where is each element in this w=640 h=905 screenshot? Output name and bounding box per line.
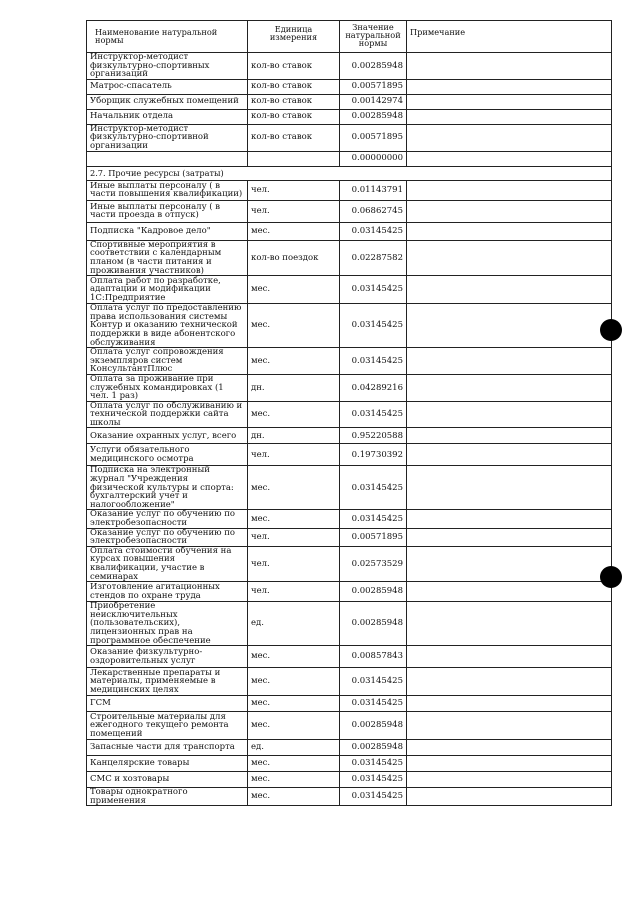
cell-value: 0.03145425 (340, 466, 407, 510)
cell-unit: кол-во ставок (248, 124, 340, 151)
table-row (87, 428, 612, 444)
norms-table-body (87, 21, 612, 806)
table-row (87, 124, 612, 151)
table-row (87, 240, 612, 275)
cell-name: Лекарственные препараты и материалы, применяемые в медицинских целях (87, 668, 248, 696)
cell-unit: ед. (248, 740, 340, 756)
cell-value: 0.03145425 (340, 696, 407, 712)
cell-name: Оказание услуг по обучению по электробезопасности (87, 528, 248, 546)
cell-unit: мес. (248, 668, 340, 696)
table-row (87, 200, 612, 222)
cell-note (407, 304, 612, 348)
cell-value: 0.04289216 (340, 374, 407, 401)
table-row (87, 53, 612, 80)
cell-unit: кол-во ставок (248, 94, 340, 109)
table-row (87, 109, 612, 124)
table-row (87, 546, 612, 581)
cell-unit: кол-во ставок (248, 53, 340, 80)
cell-unit: мес. (248, 788, 340, 806)
cell-unit: мес. (248, 222, 340, 240)
cell-value: 0.00285948 (340, 53, 407, 80)
table-row (87, 756, 612, 772)
cell-note (407, 276, 612, 304)
cell-note (407, 602, 612, 646)
cell-unit: дн. (248, 374, 340, 401)
cell-unit: мес. (248, 276, 340, 304)
cell-note (407, 466, 612, 510)
cell-name: Матрос-спасатель (87, 79, 248, 94)
cell-name: Строительные материалы для ежегодного текущего ремонта помещений (87, 712, 248, 740)
cell-value: 0.00285948 (340, 109, 407, 124)
cell-name: Подписка "Кадровое дело" (87, 222, 248, 240)
cell-note (407, 240, 612, 275)
cell-name: Уборщик служебных помещений (87, 94, 248, 109)
table-row (87, 79, 612, 94)
table-row (87, 668, 612, 696)
table-row (87, 304, 612, 348)
cell-name: Иные выплаты персоналу ( в части проезда в отпуск) (87, 200, 248, 222)
cell-note (407, 124, 612, 151)
section-row (87, 166, 612, 180)
cell-unit: чел. (248, 200, 340, 222)
cell-value: 0.06862745 (340, 200, 407, 222)
cell-name: Оплата услуг сопровождения экземпляров систем КонсультантПлюс (87, 348, 248, 375)
cell-name: Оказание физкультурно-оздоровительных услуг (87, 646, 248, 668)
cell-value: 0.00285948 (340, 740, 407, 756)
cell-name: Инструктор-методист физкультурно-спортивных организаций (87, 53, 248, 80)
cell-unit: мес. (248, 696, 340, 712)
cell-unit: мес. (248, 756, 340, 772)
cell-unit: дн. (248, 428, 340, 444)
cell-note (407, 200, 612, 222)
cell-value: 0.19730392 (340, 444, 407, 466)
cell-name: Подписка на электронный журнал "Учреждения физической культуры и спорта: бухгалтерский учет и налогообложение" (87, 466, 248, 510)
cell-unit: мес. (248, 466, 340, 510)
cell-note (407, 528, 612, 546)
table-row (87, 276, 612, 304)
cell-name: Начальник отдела (87, 109, 248, 124)
header-unit: Единица измерения (248, 21, 340, 53)
cell-note (407, 109, 612, 124)
cell-note (407, 444, 612, 466)
table-row (87, 712, 612, 740)
cell-name: Оплата услуг по предоставлению права использования системы Контур и оказанию технической поддержки в виде абонентского обслуживания (87, 304, 248, 348)
cell-value: 0.03145425 (340, 348, 407, 375)
cell-value: 0.00285948 (340, 582, 407, 602)
table-row (87, 94, 612, 109)
cell-note (407, 510, 612, 528)
table-row (87, 401, 612, 428)
cell-unit: чел. (248, 528, 340, 546)
cell-value: 0.01143791 (340, 180, 407, 200)
cell-name: Оплата стоимости обучения на курсах повышения квалификации, участие в семинарах (87, 546, 248, 581)
cell-name: Оплата за проживание при служебных командировках (1 чел. 1 раз) (87, 374, 248, 401)
cell-unit: мес. (248, 712, 340, 740)
cell-note (407, 756, 612, 772)
cell-name: Иные выплаты персоналу ( в части повышения квалификации) (87, 180, 248, 200)
cell-value: 0.00571895 (340, 79, 407, 94)
cell-name: Изготовление агитационных стендов по охране труда (87, 582, 248, 602)
cell-note (407, 712, 612, 740)
cell-value: 0.03145425 (340, 668, 407, 696)
header-note: Примечание (407, 21, 612, 53)
cell-name: Оказание охранных услуг, всего (87, 428, 248, 444)
cell-value: 0.00000000 (340, 151, 407, 166)
table-row (87, 740, 612, 756)
table-row (87, 180, 612, 200)
cell-unit: кол-во поездок (248, 240, 340, 275)
cell-value: 0.00285948 (340, 712, 407, 740)
cell-note (407, 79, 612, 94)
cell-value: 0.00857843 (340, 646, 407, 668)
cell-name: Инструктор-методист физкультурно-спортивной организации (87, 124, 248, 151)
cell-value: 0.02573529 (340, 546, 407, 581)
cell-value: 0.03145425 (340, 222, 407, 240)
cell-name: СМС и хозтовары (87, 772, 248, 788)
cell-note (407, 772, 612, 788)
cell-note (407, 668, 612, 696)
table-row (87, 510, 612, 528)
cell-unit: кол-во ставок (248, 109, 340, 124)
table-row (87, 646, 612, 668)
cell-note (407, 53, 612, 80)
cell-value: 0.00142974 (340, 94, 407, 109)
cell-note (407, 428, 612, 444)
cell-note (407, 696, 612, 712)
section-title: 2.7. Прочие ресурсы (затраты) (87, 166, 612, 180)
cell-note (407, 222, 612, 240)
cell-note (407, 740, 612, 756)
natural-norms-table (86, 20, 612, 806)
cell-unit (248, 151, 340, 166)
cell-value: 0.02287582 (340, 240, 407, 275)
cell-unit: чел. (248, 444, 340, 466)
cell-unit: чел. (248, 546, 340, 581)
cell-note (407, 646, 612, 668)
cell-value: 0.03145425 (340, 772, 407, 788)
cell-note (407, 546, 612, 581)
cell-unit: мес. (248, 348, 340, 375)
punch-hole-mark (600, 566, 622, 588)
table-row (87, 772, 612, 788)
cell-unit: мес. (248, 772, 340, 788)
cell-note (407, 788, 612, 806)
cell-note (407, 582, 612, 602)
table-row (87, 582, 612, 602)
cell-name: Запасные части для транспорта (87, 740, 248, 756)
cell-value: 0.03145425 (340, 304, 407, 348)
table-row (87, 444, 612, 466)
cell-unit: мес. (248, 304, 340, 348)
cell-name (87, 151, 248, 166)
table-row (87, 696, 612, 712)
cell-note (407, 180, 612, 200)
cell-value: 0.03145425 (340, 276, 407, 304)
punch-hole-mark (600, 319, 622, 341)
cell-value: 0.00571895 (340, 528, 407, 546)
cell-name: Канцелярские товары (87, 756, 248, 772)
table-row (87, 222, 612, 240)
header-value: Значение натуральной нормы (340, 21, 407, 53)
cell-unit: чел. (248, 180, 340, 200)
cell-name: Спортивные мероприятия в соответствии с календарным планом (в части питания и проживания участников) (87, 240, 248, 275)
cell-value: 0.03145425 (340, 788, 407, 806)
table-row (87, 466, 612, 510)
cell-value: 0.95220588 (340, 428, 407, 444)
cell-name: Услуги обязательного медицинского осмотра (87, 444, 248, 466)
cell-value: 0.03145425 (340, 756, 407, 772)
table-row (87, 374, 612, 401)
cell-name: Приобретение неисключительных (пользовательских), лицензионных прав на программное обеспечение (87, 602, 248, 646)
cell-unit: мес. (248, 646, 340, 668)
cell-unit: кол-во ставок (248, 79, 340, 94)
table-row (87, 602, 612, 646)
cell-note (407, 94, 612, 109)
cell-unit: чел. (248, 582, 340, 602)
cell-name: Оплата работ по разработке, адаптации и модификации 1С:Предприятие (87, 276, 248, 304)
cell-name: Оказание услуг по обучению по электробезопасности (87, 510, 248, 528)
cell-note (407, 374, 612, 401)
table-row (87, 788, 612, 806)
cell-value: 0.03145425 (340, 510, 407, 528)
table-row (87, 348, 612, 375)
cell-note (407, 401, 612, 428)
table-row (87, 528, 612, 546)
table-header-row (87, 21, 612, 53)
cell-note (407, 151, 612, 166)
cell-value: 0.00285948 (340, 602, 407, 646)
cell-value: 0.00571895 (340, 124, 407, 151)
cell-unit: мес. (248, 510, 340, 528)
header-name: Наименование натуральной нормы (87, 21, 248, 53)
cell-name: Оплата услуг по обслуживанию и технической поддержки сайта школы (87, 401, 248, 428)
cell-note (407, 348, 612, 375)
cell-value: 0.03145425 (340, 401, 407, 428)
cell-name: Товары однократного применения (87, 788, 248, 806)
cell-unit: мес. (248, 401, 340, 428)
cell-unit: ед. (248, 602, 340, 646)
table-row (87, 151, 612, 166)
cell-name: ГСМ (87, 696, 248, 712)
